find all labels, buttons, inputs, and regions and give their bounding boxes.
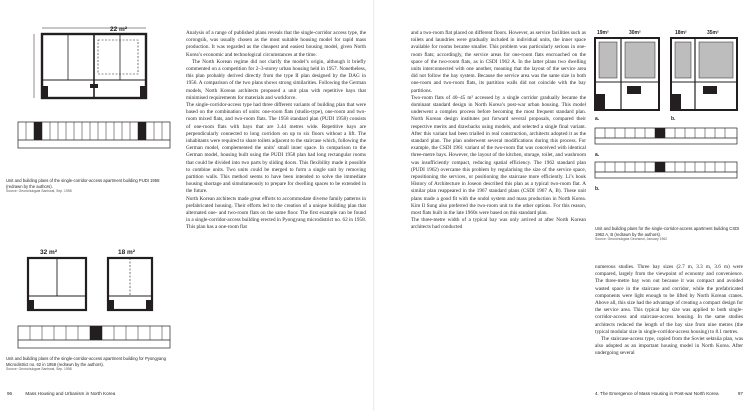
fig3-area-label-a2: 30m²	[629, 30, 641, 36]
right-middle-body-text	[411, 30, 586, 232]
fig3-area-label-b1: 18m²	[675, 30, 687, 36]
right-column-paragraph: The staircase-access type, copied from the Soviet sektsiia plan, was also adopted as an important housing model in North Korea. After undergoing several	[595, 336, 743, 357]
right-page-number: 97	[737, 391, 743, 396]
fig3-panel-a-strip-label: a.	[595, 152, 600, 158]
fig2-source: Source: Geonchukgwa Sanhwal, Sep. 1958	[6, 367, 72, 372]
right-footer	[595, 391, 743, 397]
fig1-caption: Unit and building plans of the single-corridor-access apartment building PUDI 1958 (redrawn by the authors).	[6, 178, 160, 189]
left-paragraph: The North Korean regime did not clarify the model’s origin, although it briefly commented on a competition for 2–3-storey urban housing held in 1957. Nonetheless, this plan probably derived directly from the type II plan designed by the DAG in 1956. A comparison of the two plans shows strong similarities. Following the German models, North Korean architects proposed a unit plan with repetitive bays that minimised requirements for materials and workforce.	[186, 58, 366, 101]
fig3-source: Source: Geonchukgwa Geonseol, January 1962	[595, 237, 668, 242]
fig2-area-label-1: 32 m²	[40, 249, 57, 256]
figure-pudi-1958-unit-plan	[14, 20, 174, 178]
fig3-caption-block	[595, 226, 743, 242]
fig1-area-label: 22 m²	[110, 26, 127, 33]
figure-microdistrict-62-unit-plan	[14, 244, 174, 358]
left-running-title: Mass Housing and Urbanism in North Korea	[25, 391, 116, 396]
fig1-source: Source: Geonchukgwa Sanhwal, Sep. 1958	[6, 189, 72, 194]
left-paragraph: North Korean architects made great efforts to accommodate diverse family patterns in prefabricated housing. Their efforts led to the creation of a unique building plan that alternated one- and two-room flats on the same floor. The first example can be found in a single-corridor-access building erected in Pyongyang microdistrict no. 62 in 1958. This plan has a one-room flat	[186, 195, 366, 231]
right-page	[375, 0, 750, 411]
right-column-body-text	[595, 264, 743, 358]
right-paragraph: and a two-room flat placed on different floors. However, as service facilities such as toilets and laundries were gradually included in individual units, the inner space available for rooms became smaller. This problem was particularly serious in one-room flats; accordingly, the service areas for one-room flats encroached on the space of the two-room flats, as in CSDI 1962 A. In the latter plans two dwelling units interconnected with one another, meaning that the layout of the service area did not follow the bay system. Because the service area was the same size in both one-room and two-room flats, its partition walls did not coincide with the bay partitions.	[411, 30, 586, 94]
fig3-area-label-a1: 19m²	[597, 30, 609, 36]
fig1-caption-block	[6, 178, 176, 194]
left-paragraph: The single-corridor-access type had three different variants of building plan that were based on the combination of units: one-room flats (studio-type), one-room and two-room mixed flats, and two-room flats. The 1958 standard plan (PUDI 1958) consists of one-room flats with bays that are 3.44 metres wide. Repetitive bays are perpendicularly connected to long corridors on up to six floors without a lift. The inhabitants were required to share toilets adjacent to the staircase which, following the German model, complemented the units’ small inner space. In comparison to the German model, housing built using the PUDI 1958 plan had long rectangular rooms that could be divided into two parts by sliding doors. This flexibility made it possible to combine units. Two units could be merged to form a single unit by removing partition walls. This method seems to have been intended to solve the immediate housing shortage and simultaneously to prepare for dwelling spaces to be extended in the future.	[186, 102, 366, 195]
right-paragraph: The three-metre width of a typical bay was only arrived at after North Korean architects had conducted	[411, 217, 586, 231]
left-body-text	[186, 30, 366, 232]
fig3-panel-a-label: a.	[595, 116, 600, 122]
fig2-caption: Unit and building plans of the single-corridor-access apartment building for Pyongyang Microdistrict no. 62 in 1958 (redrawn by the authors).	[6, 356, 166, 367]
right-column-paragraph: numerous studies. Three bay sizes (2.7 m, 3.3 m, 3.6 m) were compared, largely from the viewpoint of economy and convenience. The three-metre bay won out because it was compact and avoided wasted space in the staircase and corridor, while the prefabricated components were light enough to be lifted by North Korean cranes. Above all, this size had the advantage of creating a compact design for the service area. This typical bay size was applied to both single-corridor-access and staircase-access housing. In the same studies architects reduced the length of the bay size from nine metres (the typical modular size in single-corridor-access housing) to 8.1 metres.	[595, 264, 743, 335]
fig3-panel-b-strip-label: b.	[595, 186, 600, 192]
left-footer	[7, 391, 115, 397]
fig2-caption-block	[6, 356, 176, 372]
left-page-number: 96	[7, 391, 13, 396]
fig2-area-label-2: 18 m²	[118, 249, 135, 256]
right-paragraph: Two-room flats of 40–45 m² accessed by a single corridor gradually became the dominant standard design in North Korea’s post-war urban housing. This model underwent a complex process before becoming the most frequent standard plan. North Korean design institutes put forward several proposals, compared their respective merits and drawbacks using models, and selected a single final variant. After this variant had been trialled in real construction, architects adopted it as the standard plan. The plan underwent several modifications during this process. For example, the CSDI 1961 variant of the two-room flat was conceived with identical three-metre bays. However, the layout of the kitchen, storage, toilet, and washroom was insufficiently compact, reducing spatial efficiency. The 1962 standard plan (PUDI 1962) overcame this problem by regularising the size of the service space, repositioning the services, or positioning the staircase more efficiently. Li’s book History of Architecture in Joseon described this plan as a typical two-room flat. A similar plan reappeared in the 1967 standard plans (CSDI 1967 A, B). These unit plans made a good fit with the ondol system and mass production in North Korea. Kim Il Sung also preferred the two-room unit to the other options. For this reason, most flats built in the late 1960s were based on this standard plan.	[411, 94, 586, 217]
fig3-caption: Unit and building plans for the single-corridor-access apartment building CSDI 1962 A, B (redrawn by the authors).	[595, 226, 740, 237]
right-chapter-title: 4. The Emergence of Mass Housing in Post-war North Korea	[595, 391, 719, 396]
figure-csdi-1962-unit-plans	[591, 24, 741, 220]
fig3-area-label-b2: 35m²	[707, 30, 719, 36]
fig3-panel-b-label: b.	[671, 116, 676, 122]
left-paragraph: Analysis of a range of published plans reveals that the single-corridor access type, the corongsik, was usually chosen as the most suitable housing model for rapid mass production. It was regarded as the cheapest and easiest housing model, given North Korea’s economic and technological circumstances at the time.	[186, 30, 366, 58]
